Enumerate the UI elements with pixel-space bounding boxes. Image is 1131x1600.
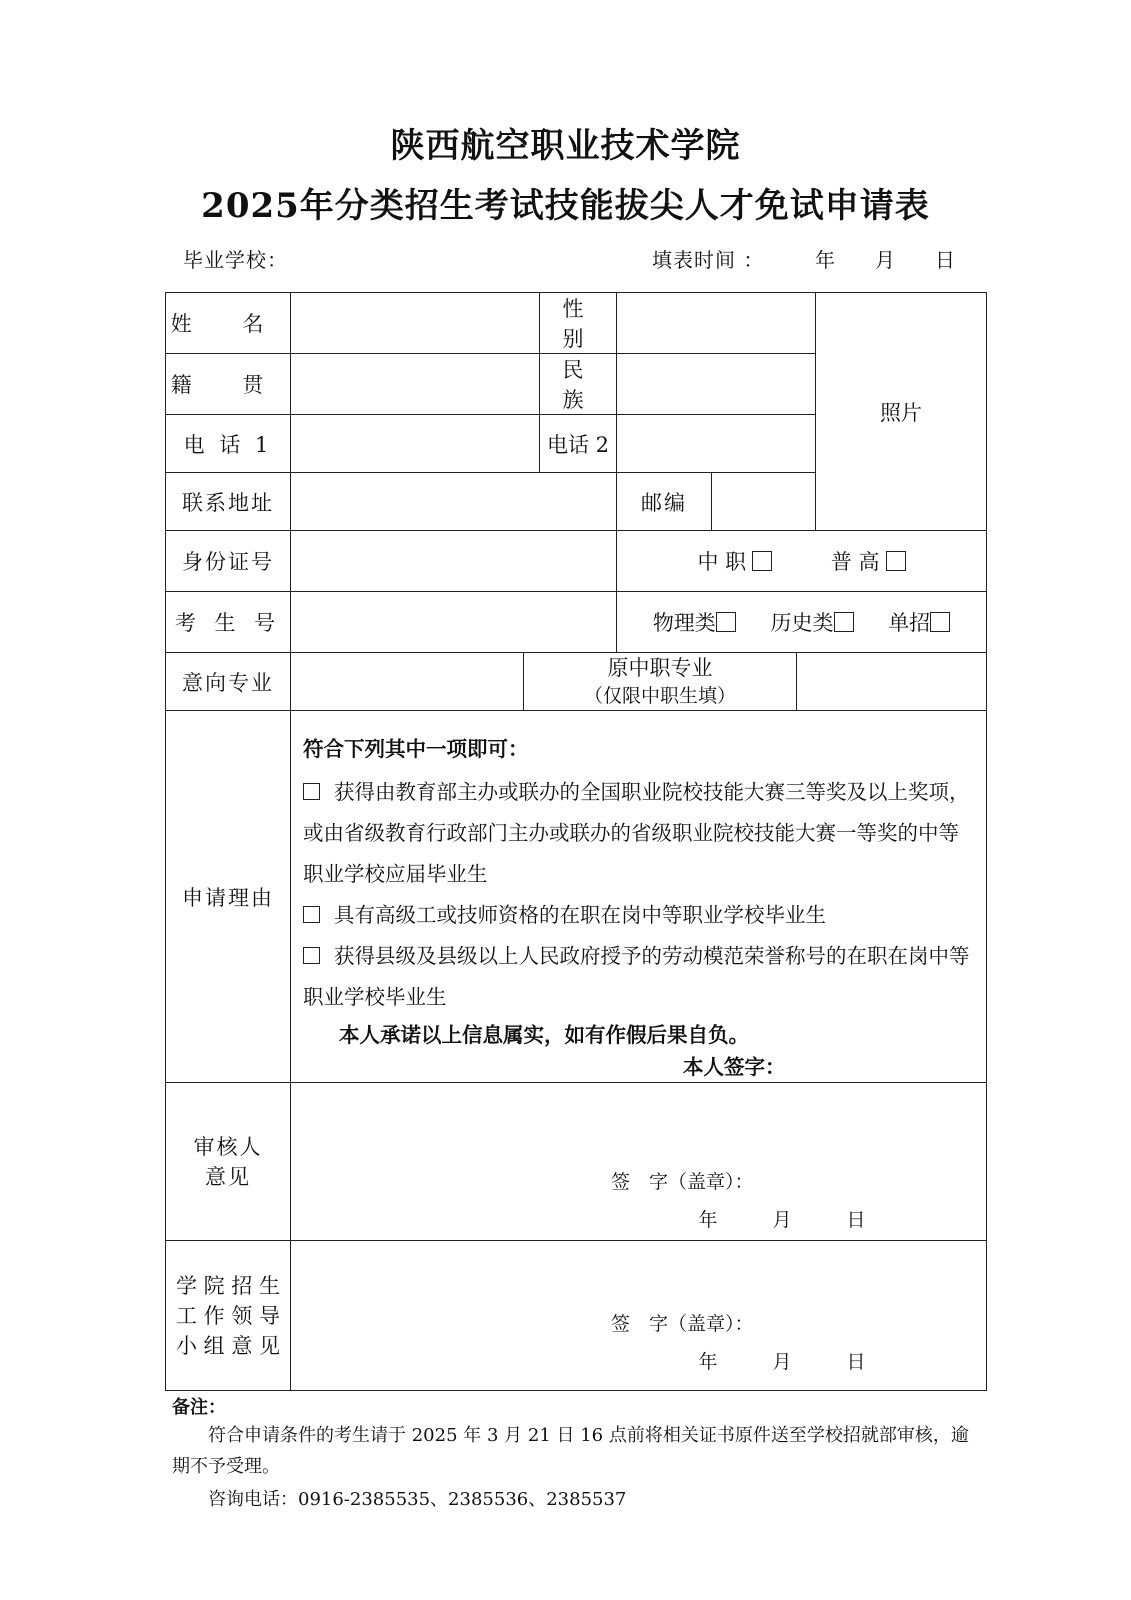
- major-field[interactable]: [291, 653, 524, 711]
- physics-checkbox[interactable]: [716, 612, 736, 632]
- leader-label-2: 工 作 领 导: [175, 1303, 281, 1328]
- zhongzhi-checkbox[interactable]: [752, 551, 772, 571]
- leader-sign-label: 签 字（盖章）：: [611, 1313, 754, 1335]
- gender-field[interactable]: [617, 293, 816, 354]
- reviewer-day: 日: [846, 1209, 866, 1231]
- notes-line-2: 咨询电话：0916-2385535、2385536、2385537: [208, 1489, 627, 1510]
- id-number-field[interactable]: [291, 531, 617, 592]
- reviewer-sign-label: 签 字（盖章）：: [611, 1171, 754, 1193]
- name-label: 姓 名: [166, 293, 291, 354]
- leader-month: 月: [772, 1351, 792, 1373]
- danzhao-label: 单招: [888, 611, 931, 635]
- leader-day: 日: [846, 1351, 866, 1373]
- postcode-field[interactable]: [712, 473, 816, 531]
- year-label: 年: [815, 248, 836, 272]
- zhongzhi-label: 中 职: [697, 550, 747, 574]
- reason-2-text: 具有高级工或技师资格的在职在岗中等职业学校毕业生: [334, 903, 826, 927]
- leader-opinion[interactable]: [291, 1241, 987, 1391]
- phone2-field[interactable]: [617, 415, 816, 473]
- reason-1-text: 获得由教育部主办或联办的全国职业院校技能大赛三等奖及以上奖项，或由省级教育行政部门主办或联办的省级职业院校技能大赛一等奖的中等职业学校应届毕业生: [303, 780, 970, 886]
- phone1-label: 电 话 1: [166, 415, 291, 473]
- address-field[interactable]: [291, 473, 617, 531]
- reason-content: [291, 711, 987, 1083]
- reviewer-date: [671, 1205, 893, 1232]
- leader-label: [166, 1241, 291, 1391]
- native-label: 籍 贯: [166, 354, 291, 415]
- reviewer-year: 年: [698, 1209, 718, 1231]
- history-label: 历史类: [770, 611, 834, 635]
- page-subtitle: 2025年分类招生考试技能拔尖人才免试申请表: [201, 186, 930, 226]
- exam-no-field[interactable]: [291, 592, 617, 653]
- day-label: 日: [935, 248, 956, 272]
- putong-label: 普 高: [830, 550, 880, 574]
- address-label: 联系地址: [166, 473, 291, 531]
- postcode-label: 邮编: [617, 473, 712, 531]
- reviewer-label: [166, 1083, 291, 1241]
- photo-box: 照片: [816, 293, 987, 531]
- reason-3-checkbox[interactable]: [303, 947, 320, 964]
- reason-option-1: [303, 772, 976, 895]
- history-checkbox[interactable]: [834, 612, 854, 632]
- putong-checkbox[interactable]: [886, 551, 906, 571]
- filltime-label: 填表时间 ：: [652, 248, 765, 272]
- reviewer-label-1: 审核人: [193, 1134, 263, 1159]
- reason-heading: 符合下列其中一项即可：: [303, 737, 529, 761]
- phone2-label: 电话 2: [540, 415, 617, 473]
- danzhao-option: [888, 611, 950, 635]
- notes-line-1: 符合申请条件的考生请于 2025 年 3 月 21 日 16 点前将相关证书原件送至学校招就部审核，逾期不予受理。: [172, 1425, 969, 1477]
- notes-heading: 备注：: [172, 1397, 226, 1418]
- orig-major-label: [524, 653, 797, 711]
- school-type-options: [617, 531, 987, 592]
- school-label: 毕业学校：: [183, 248, 288, 272]
- reason-label: 申请理由: [166, 711, 291, 1083]
- filltime-date: [815, 244, 995, 273]
- orig-major-field[interactable]: [797, 653, 987, 711]
- leader-date: [671, 1347, 893, 1374]
- name-field[interactable]: [291, 293, 540, 354]
- reason-3-text: 获得县级及县级以上人民政府授予的劳动模范荣誉称号的在职在岗中等职业学校毕业生: [303, 944, 970, 1009]
- reviewer-opinion[interactable]: [291, 1083, 987, 1241]
- history-option: [771, 611, 854, 635]
- id-number-label: 身份证号: [166, 531, 291, 592]
- gender-label: 性 别: [540, 293, 617, 354]
- leader-label-3: 小 组 意 见: [175, 1333, 281, 1358]
- orig-major-title: 原中职专业: [607, 655, 713, 680]
- page-title: 陕西航空职业技术学院: [390, 126, 741, 166]
- zhongzhi-option: [697, 550, 772, 574]
- applicant-signature-label: 本人签字：: [683, 1055, 786, 1079]
- reason-1-checkbox[interactable]: [303, 783, 320, 800]
- leader-year: 年: [698, 1351, 718, 1373]
- reviewer-month: 月: [772, 1209, 792, 1231]
- subject-options: [617, 592, 987, 653]
- ethnicity-field[interactable]: [617, 354, 816, 415]
- reason-option-3: [303, 936, 976, 1018]
- putong-option: [831, 550, 906, 574]
- reason-option-2: [303, 895, 976, 936]
- phone1-field[interactable]: [291, 415, 540, 473]
- physics-label: 物理类: [652, 611, 716, 635]
- native-field[interactable]: [291, 354, 540, 415]
- major-label: 意向专业: [166, 653, 291, 711]
- physics-option: [653, 611, 736, 635]
- reviewer-label-2: 意见: [205, 1164, 251, 1189]
- ethnicity-label: 民 族: [540, 354, 617, 415]
- danzhao-checkbox[interactable]: [930, 612, 950, 632]
- application-form: [165, 292, 987, 1391]
- leader-label-1: 学 院 招 生: [175, 1273, 281, 1298]
- pledge-text: 本人承诺以上信息属实，如有作假后果自负。: [339, 1023, 749, 1047]
- month-label: 月: [875, 248, 896, 272]
- reason-2-checkbox[interactable]: [303, 906, 320, 923]
- orig-major-note: （仅限中职生填）: [583, 684, 736, 707]
- exam-no-label: 考 生 号: [166, 592, 291, 653]
